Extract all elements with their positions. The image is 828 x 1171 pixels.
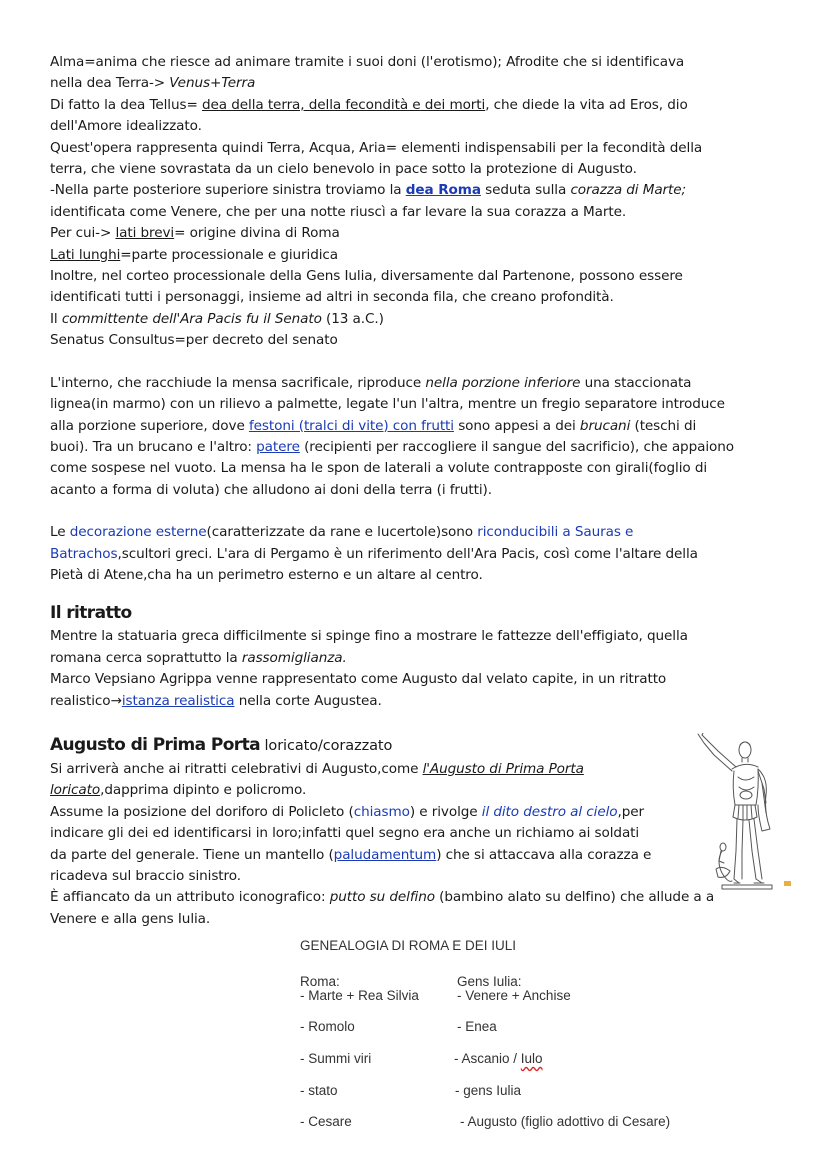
text-line: dell'Amore idealizzato.	[50, 118, 202, 135]
genealogy-title: GENEALOGIA DI ROMA E DEI IULI	[300, 938, 517, 953]
text-line: Inoltre, nel corteo processionale della Gens Iulia, diversamente dal Partenone, possono essere	[50, 268, 683, 285]
sauras-link[interactable]: riconducibili a Sauras e	[477, 524, 634, 541]
text-line: identificati tutti i personaggi, insieme ad altri in seconda fila, che creano profondità.	[50, 289, 614, 306]
text-line: Pietà di Atene,cha ha un perimetro esterno e un altare al centro.	[50, 566, 483, 583]
text-line: indicare gli dei ed identificarsi in loro;infatti quel segno era anche un richiamo ai soldati	[50, 825, 640, 842]
text-line: romana cerca soprattutto la rassomiglianza.	[50, 649, 347, 666]
text-line: alla porzione superiore, dove festoni (tralci di vite) con frutti sono appesi a dei brucani (teschi di	[50, 417, 697, 434]
text-line: Le decorazione esterne(caratterizzate da rane e lucertole)sono riconducibili a Sauras e	[50, 524, 634, 541]
chiasmo-link[interactable]: chiasmo	[353, 803, 410, 820]
dito-destro-link[interactable]: il dito destro al cielo	[481, 803, 618, 820]
text-line: Senatus Consultus=per decreto del senato	[50, 332, 338, 349]
text-line: Di fatto la dea Tellus= dea della terra, della fecondità e dei morti, che diede la vita ad Eros, dio	[50, 96, 688, 113]
text-line: Quest'opera rappresenta quindi Terra, Acqua, Aria= elementi indispensabili per la fecondità della	[50, 139, 703, 156]
text-line: acanto a forma di voluta) che alludono ai doni della terra (i frutti).	[50, 481, 492, 498]
text-line: Si arriverà anche ai ritratti celebrativi di Augusto,come l'Augusto di Prima Porta	[50, 760, 584, 777]
text-line: -Nella parte posteriore superiore sinistra troviamo la dea Roma seduta sulla corazza di Marte;	[50, 182, 687, 199]
festoni-link[interactable]: festoni (tralci di vite) con frutti	[248, 417, 454, 434]
text-line: terra, che viene sovrastata da un cielo benevolo in pace sotto la protezione di Augusto.	[50, 161, 637, 178]
text-line: buoi). Tra un brucano e l'altro: patere (recipienti per raccogliere il sangue del sacrificio), che appaiono	[50, 438, 734, 455]
text-line: Lati lunghi=parte processionale e giuridica	[50, 246, 339, 263]
document-body	[50, 52, 770, 930]
text-line: Batrachos,scultori greci. L'ara di Pergamo è un riferimento dell'Ara Pacis, così come l'altare della	[50, 545, 698, 562]
dea-roma-link[interactable]: dea Roma	[405, 182, 481, 199]
text-line: Marco Vepsiano Agrippa venne rappresentato come Augusto dal velato capite, in un ritratto	[50, 671, 667, 688]
text-line: Mentre la statuaria greca difficilmente si spinge fino a mostrare le fattezze dell'effigiato, quella	[50, 628, 688, 645]
istanza-realistica-link[interactable]: istanza realistica	[121, 692, 235, 709]
augustus-statue-icon	[692, 733, 798, 895]
text-line: ricadeva sul braccio sinistro.	[50, 868, 241, 884]
text-line: L'interno, che racchiude la mensa sacrificale, riproduce nella porzione inferiore una staccionata	[50, 374, 692, 391]
text-line: realistico→istanza realistica nella corte Augustea.	[50, 692, 382, 709]
text-line: nella dea Terra-> Venus+Terra	[50, 75, 256, 92]
text-line: Alma=anima che riesce ad animare tramite i suoi doni (l'erotismo); Afrodite che si identificava	[50, 54, 685, 70]
text-line: Assume la posizione del doriforo di Policleto (chiasmo) e rivolge il dito destro al cielo,per	[50, 803, 645, 820]
text-line: Venere e alla gens Iulia.	[50, 910, 211, 927]
augusto-heading: Augusto di Prima Porta loricato/corazzato	[50, 734, 393, 755]
text-line: Per cui-> lati brevi= origine divina di Roma	[50, 225, 340, 242]
augusto-section	[50, 759, 690, 887]
ritratto-heading: Il ritratto	[50, 603, 132, 624]
text-line: da parte del generale. Tiene un mantello (paludamentum) che si attaccava alla corazza e	[50, 846, 652, 863]
text-line: lignea(in marmo) con un rilievo a palmette, legate l'un l'altra, mentre un fregio separatore introduce	[50, 396, 725, 413]
batrachos-link[interactable]: Batrachos	[50, 545, 118, 562]
patere-link[interactable]: patere	[256, 438, 300, 455]
text-line: È affiancato da un attributo iconografico: putto su delfino (bambino alato su delfino) che allude a a	[50, 889, 715, 906]
text-line: come sospese nel vuoto. La mensa ha le spon de laterali a volute contrapposte con girali(foglio di	[50, 460, 708, 477]
text-line: identificata come Venere, che per una notte riuscì a far levare la sua corazza a Marte.	[50, 203, 627, 220]
paludamentum-link[interactable]: paludamentum	[333, 846, 437, 863]
text-line: Il committente dell'Ara Pacis fu il Senato (13 a.C.)	[50, 310, 384, 327]
image-badge-icon	[784, 881, 791, 886]
decorazione-esterne-link[interactable]: decorazione esterne	[69, 524, 207, 541]
text-line: loricato,dapprima dipinto e policromo.	[50, 782, 307, 799]
